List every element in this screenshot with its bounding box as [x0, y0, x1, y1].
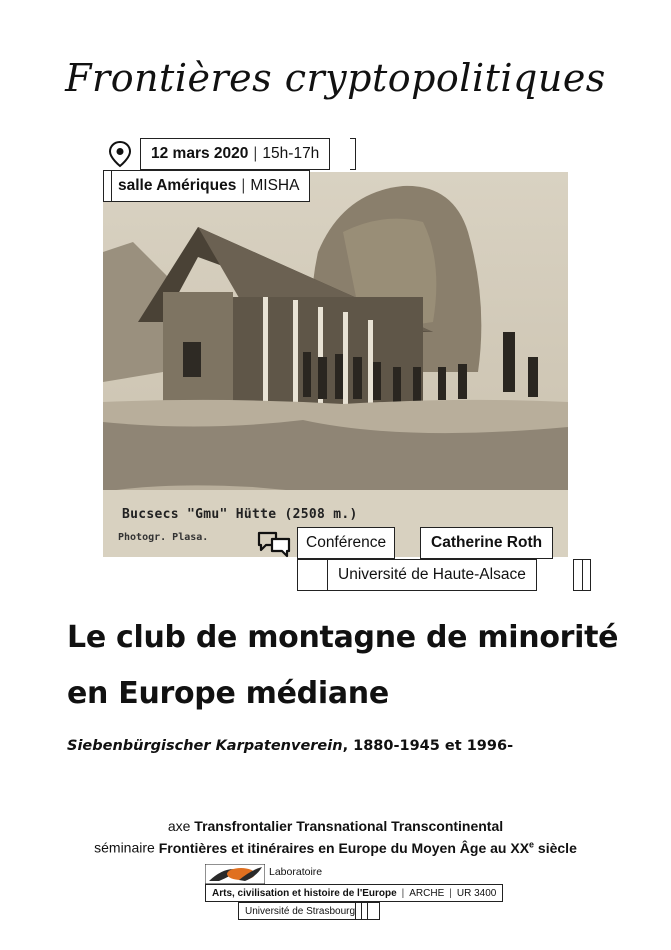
subtitle-italic: Siebenbürgischer Karpatenverein	[67, 738, 343, 754]
university-name: Université de Strasbourg	[245, 905, 356, 917]
university-box	[238, 902, 362, 920]
box-stub	[297, 559, 328, 591]
talk-title-line1: Le club de montagne de minorité	[67, 620, 619, 655]
event-type: Conférence	[306, 534, 387, 551]
lab-code2: UR 3400	[456, 887, 497, 899]
room-box	[103, 170, 310, 202]
talk-title-line2: en Europe médiane	[67, 676, 389, 711]
photo-credit: Photogr. Plasa.	[118, 532, 209, 543]
event-time: 15h-17h	[262, 145, 320, 162]
lab-name-box	[205, 884, 503, 902]
box-stub	[582, 559, 584, 591]
axis-line	[0, 818, 671, 834]
box-stub	[367, 902, 368, 920]
subtitle-rest: , 1880-1945 et 1996-	[342, 738, 514, 754]
speaker-affiliation: Université de Haute-Alsace	[338, 566, 526, 583]
seminar-sup: e	[529, 839, 535, 849]
lab-logo	[205, 864, 265, 884]
lab-code1: ARCHE	[409, 887, 445, 899]
box-stub	[103, 170, 112, 202]
separator: |	[449, 887, 452, 899]
poster-title: Frontières cryptopolitiques	[65, 56, 606, 100]
axe-name: Transfrontalier Transnational Transcontinental	[194, 818, 504, 834]
separator: |	[401, 887, 405, 899]
event-room: salle Amériques	[118, 177, 237, 194]
talk-title	[67, 610, 657, 722]
seminar-line	[0, 839, 671, 856]
event-type-box	[297, 527, 395, 559]
location-pin-icon	[108, 140, 132, 172]
box-stub	[350, 138, 356, 170]
date-time-box	[140, 138, 330, 170]
historic-photo	[103, 172, 568, 557]
speaker-box	[420, 527, 553, 559]
photo-caption: Bucsecs "Gmu" Hütte (2508 m.)	[122, 507, 358, 522]
separator: |	[241, 177, 246, 194]
speaker-name: Catherine Roth	[431, 534, 543, 551]
seminar-prefix: séminaire	[94, 839, 155, 856]
event-date: 12 mars 2020	[151, 145, 249, 162]
separator: |	[253, 145, 258, 162]
axe-prefix: axe	[167, 818, 191, 834]
seminar-name: Frontières et itinéraires en Europe du Moyen Âge au XX	[158, 839, 530, 856]
affiliation-box	[327, 559, 537, 591]
seminar-suffix: siècle	[534, 839, 577, 856]
talk-subtitle	[67, 738, 513, 754]
lab-label: Laboratoire	[269, 866, 323, 878]
lab-name: Arts, civilisation et histoire de l'Europe	[212, 887, 397, 899]
speech-bubbles-icon	[256, 529, 292, 563]
event-building: MISHA	[250, 177, 300, 194]
